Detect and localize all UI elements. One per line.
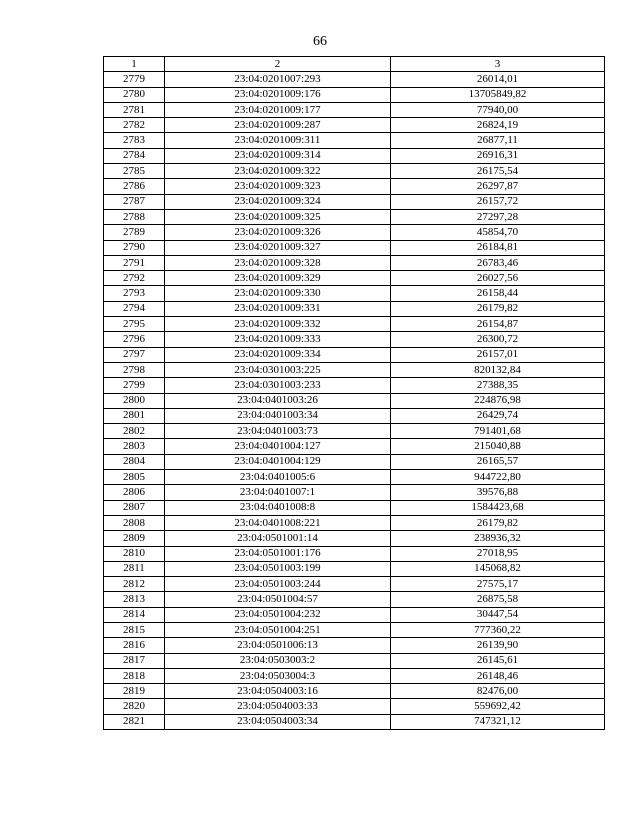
cadastral-number-cell: 23:04:0501003:244 [165, 577, 391, 592]
table-row [104, 72, 605, 87]
row-number-cell: 2785 [104, 164, 165, 179]
table-row [104, 133, 605, 148]
column-header-2: 2 [165, 57, 391, 72]
value-cell: 26175,54 [391, 164, 605, 179]
cadastral-number-cell: 23:04:0201009:329 [165, 271, 391, 286]
row-number-cell: 2807 [104, 500, 165, 515]
value-cell: 39576,88 [391, 485, 605, 500]
value-cell: 30447,54 [391, 607, 605, 622]
cadastral-number-cell: 23:04:0501004:57 [165, 592, 391, 607]
value-cell: 27018,95 [391, 546, 605, 561]
cadastral-number-cell: 23:04:0401004:127 [165, 439, 391, 454]
value-cell: 26154,87 [391, 317, 605, 332]
value-cell: 26875,58 [391, 592, 605, 607]
row-number-cell: 2804 [104, 454, 165, 469]
table-row [104, 148, 605, 163]
value-cell: 1584423,68 [391, 500, 605, 515]
value-cell: 26157,72 [391, 194, 605, 209]
value-cell: 26877,11 [391, 133, 605, 148]
row-number-cell: 2786 [104, 179, 165, 194]
table-row [104, 286, 605, 301]
table-header [104, 57, 605, 72]
table-row [104, 622, 605, 637]
value-cell: 944722,80 [391, 470, 605, 485]
column-header-3: 3 [391, 57, 605, 72]
value-cell: 777360,22 [391, 622, 605, 637]
row-number-cell: 2803 [104, 439, 165, 454]
row-number-cell: 2821 [104, 714, 165, 729]
row-number-cell: 2800 [104, 393, 165, 408]
cadastral-number-cell: 23:04:0201009:323 [165, 179, 391, 194]
page-number: 66 [313, 34, 327, 49]
table-row [104, 87, 605, 102]
row-number-cell: 2783 [104, 133, 165, 148]
value-cell: 26158,44 [391, 286, 605, 301]
table-row [104, 546, 605, 561]
table-row [104, 699, 605, 714]
cadastral-number-cell: 23:04:0504003:33 [165, 699, 391, 714]
table-row [104, 485, 605, 500]
value-cell: 27575,17 [391, 577, 605, 592]
value-cell: 45854,70 [391, 225, 605, 240]
cadastral-number-cell: 23:04:0201009:287 [165, 118, 391, 133]
cadastral-number-cell: 23:04:0201009:325 [165, 209, 391, 224]
table-row [104, 592, 605, 607]
table-row [104, 317, 605, 332]
cadastral-number-cell: 23:04:0201009:314 [165, 148, 391, 163]
row-number-cell: 2796 [104, 332, 165, 347]
table-row [104, 653, 605, 668]
column-header-1: 1 [104, 57, 165, 72]
row-number-cell: 2791 [104, 255, 165, 270]
table-row [104, 577, 605, 592]
cadastral-number-cell: 23:04:0201009:332 [165, 317, 391, 332]
table-row [104, 362, 605, 377]
value-cell: 26179,82 [391, 515, 605, 530]
row-number-cell: 2808 [104, 515, 165, 530]
table-row [104, 194, 605, 209]
value-cell: 26184,81 [391, 240, 605, 255]
row-number-cell: 2802 [104, 424, 165, 439]
row-number-cell: 2799 [104, 378, 165, 393]
value-cell: 559692,42 [391, 699, 605, 714]
cadastral-number-cell: 23:04:0401005:6 [165, 470, 391, 485]
value-cell: 26014,01 [391, 72, 605, 87]
row-number-cell: 2816 [104, 638, 165, 653]
value-cell: 27297,28 [391, 209, 605, 224]
table-row [104, 347, 605, 362]
value-cell: 26297,87 [391, 179, 605, 194]
table-row [104, 255, 605, 270]
cadastral-number-cell: 23:04:0501004:232 [165, 607, 391, 622]
table-row [104, 607, 605, 622]
row-number-cell: 2814 [104, 607, 165, 622]
cadastral-number-cell: 23:04:0201009:330 [165, 286, 391, 301]
table-row [104, 225, 605, 240]
value-cell: 224876,98 [391, 393, 605, 408]
row-number-cell: 2795 [104, 317, 165, 332]
table-row [104, 470, 605, 485]
cadastral-number-cell: 23:04:0401004:129 [165, 454, 391, 469]
value-cell: 26165,57 [391, 454, 605, 469]
cadastral-number-cell: 23:04:0201009:327 [165, 240, 391, 255]
row-number-cell: 2813 [104, 592, 165, 607]
value-cell: 238936,32 [391, 531, 605, 546]
row-number-cell: 2793 [104, 286, 165, 301]
cadastral-number-cell: 23:04:0504003:34 [165, 714, 391, 729]
row-number-cell: 2819 [104, 684, 165, 699]
table-row [104, 164, 605, 179]
cadastral-number-cell: 23:04:0501004:251 [165, 622, 391, 637]
cadastral-number-cell: 23:04:0201009:334 [165, 347, 391, 362]
value-cell: 215040,88 [391, 439, 605, 454]
table-row [104, 439, 605, 454]
row-number-cell: 2784 [104, 148, 165, 163]
row-number-cell: 2810 [104, 546, 165, 561]
cadastral-number-cell: 23:04:0301003:225 [165, 362, 391, 377]
value-cell: 26916,31 [391, 148, 605, 163]
cadastral-number-cell: 23:04:0501001:14 [165, 531, 391, 546]
value-cell: 26824,19 [391, 118, 605, 133]
data-table [103, 56, 605, 730]
value-cell: 26145,61 [391, 653, 605, 668]
value-cell: 26148,46 [391, 668, 605, 683]
cadastral-number-cell: 23:04:0201009:328 [165, 255, 391, 270]
value-cell: 82476,00 [391, 684, 605, 699]
value-cell: 27388,35 [391, 378, 605, 393]
cadastral-number-cell: 23:04:0401003:34 [165, 408, 391, 423]
table-row [104, 301, 605, 316]
row-number-cell: 2809 [104, 531, 165, 546]
table-row [104, 240, 605, 255]
value-cell: 26429,74 [391, 408, 605, 423]
value-cell: 820132,84 [391, 362, 605, 377]
cadastral-number-cell: 23:04:0401008:8 [165, 500, 391, 515]
table-row [104, 684, 605, 699]
table-row [104, 179, 605, 194]
table-row [104, 102, 605, 117]
cadastral-number-cell: 23:04:0501001:176 [165, 546, 391, 561]
row-number-cell: 2779 [104, 72, 165, 87]
value-cell: 791401,68 [391, 424, 605, 439]
table-row [104, 378, 605, 393]
cadastral-number-cell: 23:04:0201009:177 [165, 102, 391, 117]
cadastral-number-cell: 23:04:0401003:26 [165, 393, 391, 408]
value-cell: 13705849,82 [391, 87, 605, 102]
row-number-cell: 2787 [104, 194, 165, 209]
table-row [104, 424, 605, 439]
value-cell: 77940,00 [391, 102, 605, 117]
table-row [104, 515, 605, 530]
row-number-cell: 2781 [104, 102, 165, 117]
table-body [104, 72, 605, 730]
row-number-cell: 2794 [104, 301, 165, 316]
cadastral-number-cell: 23:04:0301003:233 [165, 378, 391, 393]
cadastral-number-cell: 23:04:0201007:293 [165, 72, 391, 87]
cadastral-number-cell: 23:04:0201009:326 [165, 225, 391, 240]
cadastral-number-cell: 23:04:0201009:311 [165, 133, 391, 148]
row-number-cell: 2811 [104, 561, 165, 576]
value-cell: 26027,56 [391, 271, 605, 286]
row-number-cell: 2782 [104, 118, 165, 133]
row-number-cell: 2790 [104, 240, 165, 255]
cadastral-number-cell: 23:04:0503004:3 [165, 668, 391, 683]
table-row [104, 454, 605, 469]
cadastral-number-cell: 23:04:0201009:333 [165, 332, 391, 347]
cadastral-number-cell: 23:04:0504003:16 [165, 684, 391, 699]
cadastral-number-cell: 23:04:0201009:176 [165, 87, 391, 102]
table-row [104, 332, 605, 347]
cadastral-number-cell: 23:04:0503003:2 [165, 653, 391, 668]
table-row [104, 271, 605, 286]
cadastral-number-cell: 23:04:0201009:331 [165, 301, 391, 316]
value-cell: 747321,12 [391, 714, 605, 729]
row-number-cell: 2797 [104, 347, 165, 362]
value-cell: 26157,01 [391, 347, 605, 362]
value-cell: 145068,82 [391, 561, 605, 576]
row-number-cell: 2820 [104, 699, 165, 714]
table-row [104, 531, 605, 546]
table-row [104, 561, 605, 576]
row-number-cell: 2801 [104, 408, 165, 423]
table-row [104, 668, 605, 683]
row-number-cell: 2805 [104, 470, 165, 485]
table-row [104, 408, 605, 423]
row-number-cell: 2798 [104, 362, 165, 377]
table-row [104, 393, 605, 408]
table-header-row [104, 57, 605, 72]
row-number-cell: 2812 [104, 577, 165, 592]
value-cell: 26179,82 [391, 301, 605, 316]
table-row [104, 209, 605, 224]
table-row [104, 638, 605, 653]
value-cell: 26139,90 [391, 638, 605, 653]
row-number-cell: 2806 [104, 485, 165, 500]
table-row [104, 118, 605, 133]
table-row [104, 500, 605, 515]
cadastral-number-cell: 23:04:0401007:1 [165, 485, 391, 500]
value-cell: 26300,72 [391, 332, 605, 347]
row-number-cell: 2792 [104, 271, 165, 286]
cadastral-number-cell: 23:04:0401003:73 [165, 424, 391, 439]
row-number-cell: 2780 [104, 87, 165, 102]
row-number-cell: 2815 [104, 622, 165, 637]
table-row [104, 714, 605, 729]
cadastral-number-cell: 23:04:0501003:199 [165, 561, 391, 576]
row-number-cell: 2789 [104, 225, 165, 240]
row-number-cell: 2817 [104, 653, 165, 668]
cadastral-number-cell: 23:04:0501006:13 [165, 638, 391, 653]
cadastral-number-cell: 23:04:0201009:322 [165, 164, 391, 179]
value-cell: 26783,46 [391, 255, 605, 270]
cadastral-number-cell: 23:04:0201009:324 [165, 194, 391, 209]
row-number-cell: 2818 [104, 668, 165, 683]
cadastral-number-cell: 23:04:0401008:221 [165, 515, 391, 530]
row-number-cell: 2788 [104, 209, 165, 224]
